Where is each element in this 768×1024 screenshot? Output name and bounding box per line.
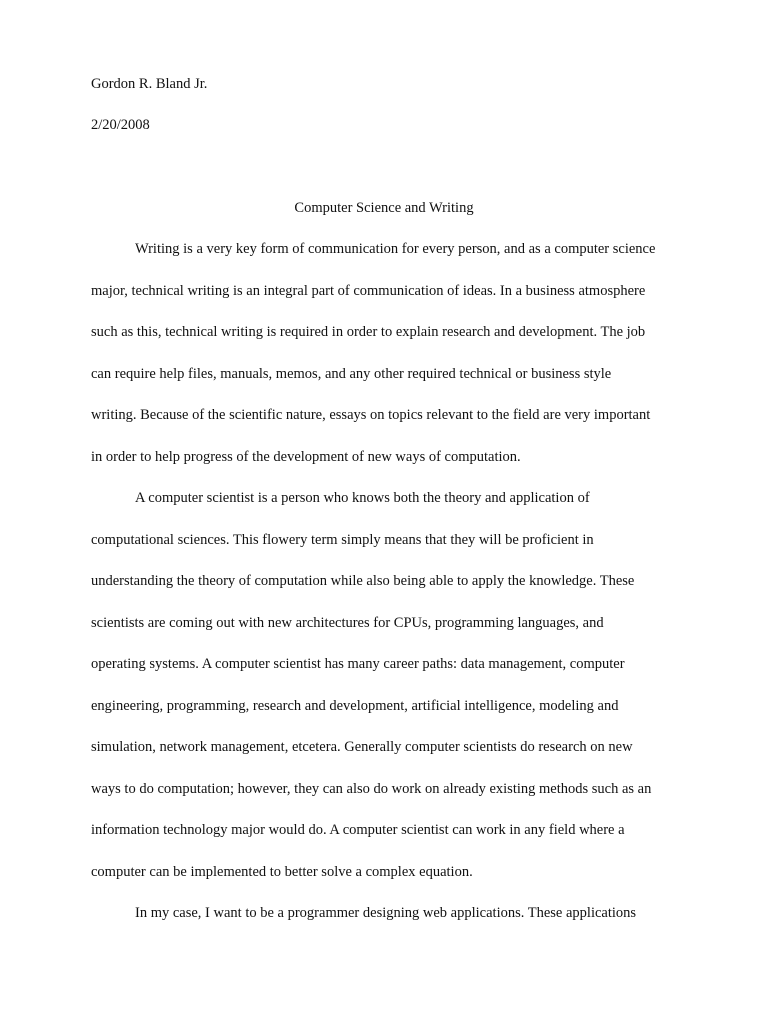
paragraph-1-line-5: writing. Because of the scientific nature, essays on topics relevant to the field are very important xyxy=(91,407,651,423)
paragraph-1-line-4: can require help files, manuals, memos, and any other required technical or business style xyxy=(91,366,612,382)
paragraph-3-line-1: In my case, I want to be a programmer designing web applications. These applications xyxy=(135,905,637,921)
paragraph-1-line-2: major, technical writing is an integral part of communication of ideas. In a business atmosphere xyxy=(91,283,646,299)
paragraph-2-line-2: computational sciences. This flowery term simply means that they will be proficient in xyxy=(91,532,594,548)
paragraph-1-line-6: in order to help progress of the development of new ways of computation. xyxy=(91,449,521,465)
paragraph-1-line-3: such as this, technical writing is required in order to explain research and development. The job xyxy=(91,324,646,340)
paragraph-2-line-4: scientists are coming out with new architectures for CPUs, programming languages, and xyxy=(91,615,604,631)
paragraph-1-line-1: Writing is a very key form of communication for every person, and as a computer science xyxy=(135,241,656,257)
document-date: 2/20/2008 xyxy=(91,117,150,133)
paragraph-2-line-5: operating systems. A computer scientist has many career paths: data management, computer xyxy=(91,656,625,672)
paragraph-2-line-3: understanding the theory of computation while also being able to apply the knowledge. These xyxy=(91,573,635,589)
document-title: Computer Science and Writing xyxy=(294,200,474,216)
paragraph-2-line-1: A computer scientist is a person who knows both the theory and application of xyxy=(135,490,590,506)
paragraph-2-line-8: ways to do computation; however, they can also do work on already existing methods such as an xyxy=(91,781,652,797)
paragraph-2-line-9: information technology major would do. A computer scientist can work in any field where a xyxy=(91,822,625,838)
paragraph-2-line-7: simulation, network management, etcetera. Generally computer scientists do research on new xyxy=(91,739,633,755)
paragraph-2-line-10: computer can be implemented to better solve a complex equation. xyxy=(91,864,473,880)
author-name: Gordon R. Bland Jr. xyxy=(91,76,208,92)
paragraph-2-line-6: engineering, programming, research and development, artificial intelligence, modeling and xyxy=(91,698,619,714)
